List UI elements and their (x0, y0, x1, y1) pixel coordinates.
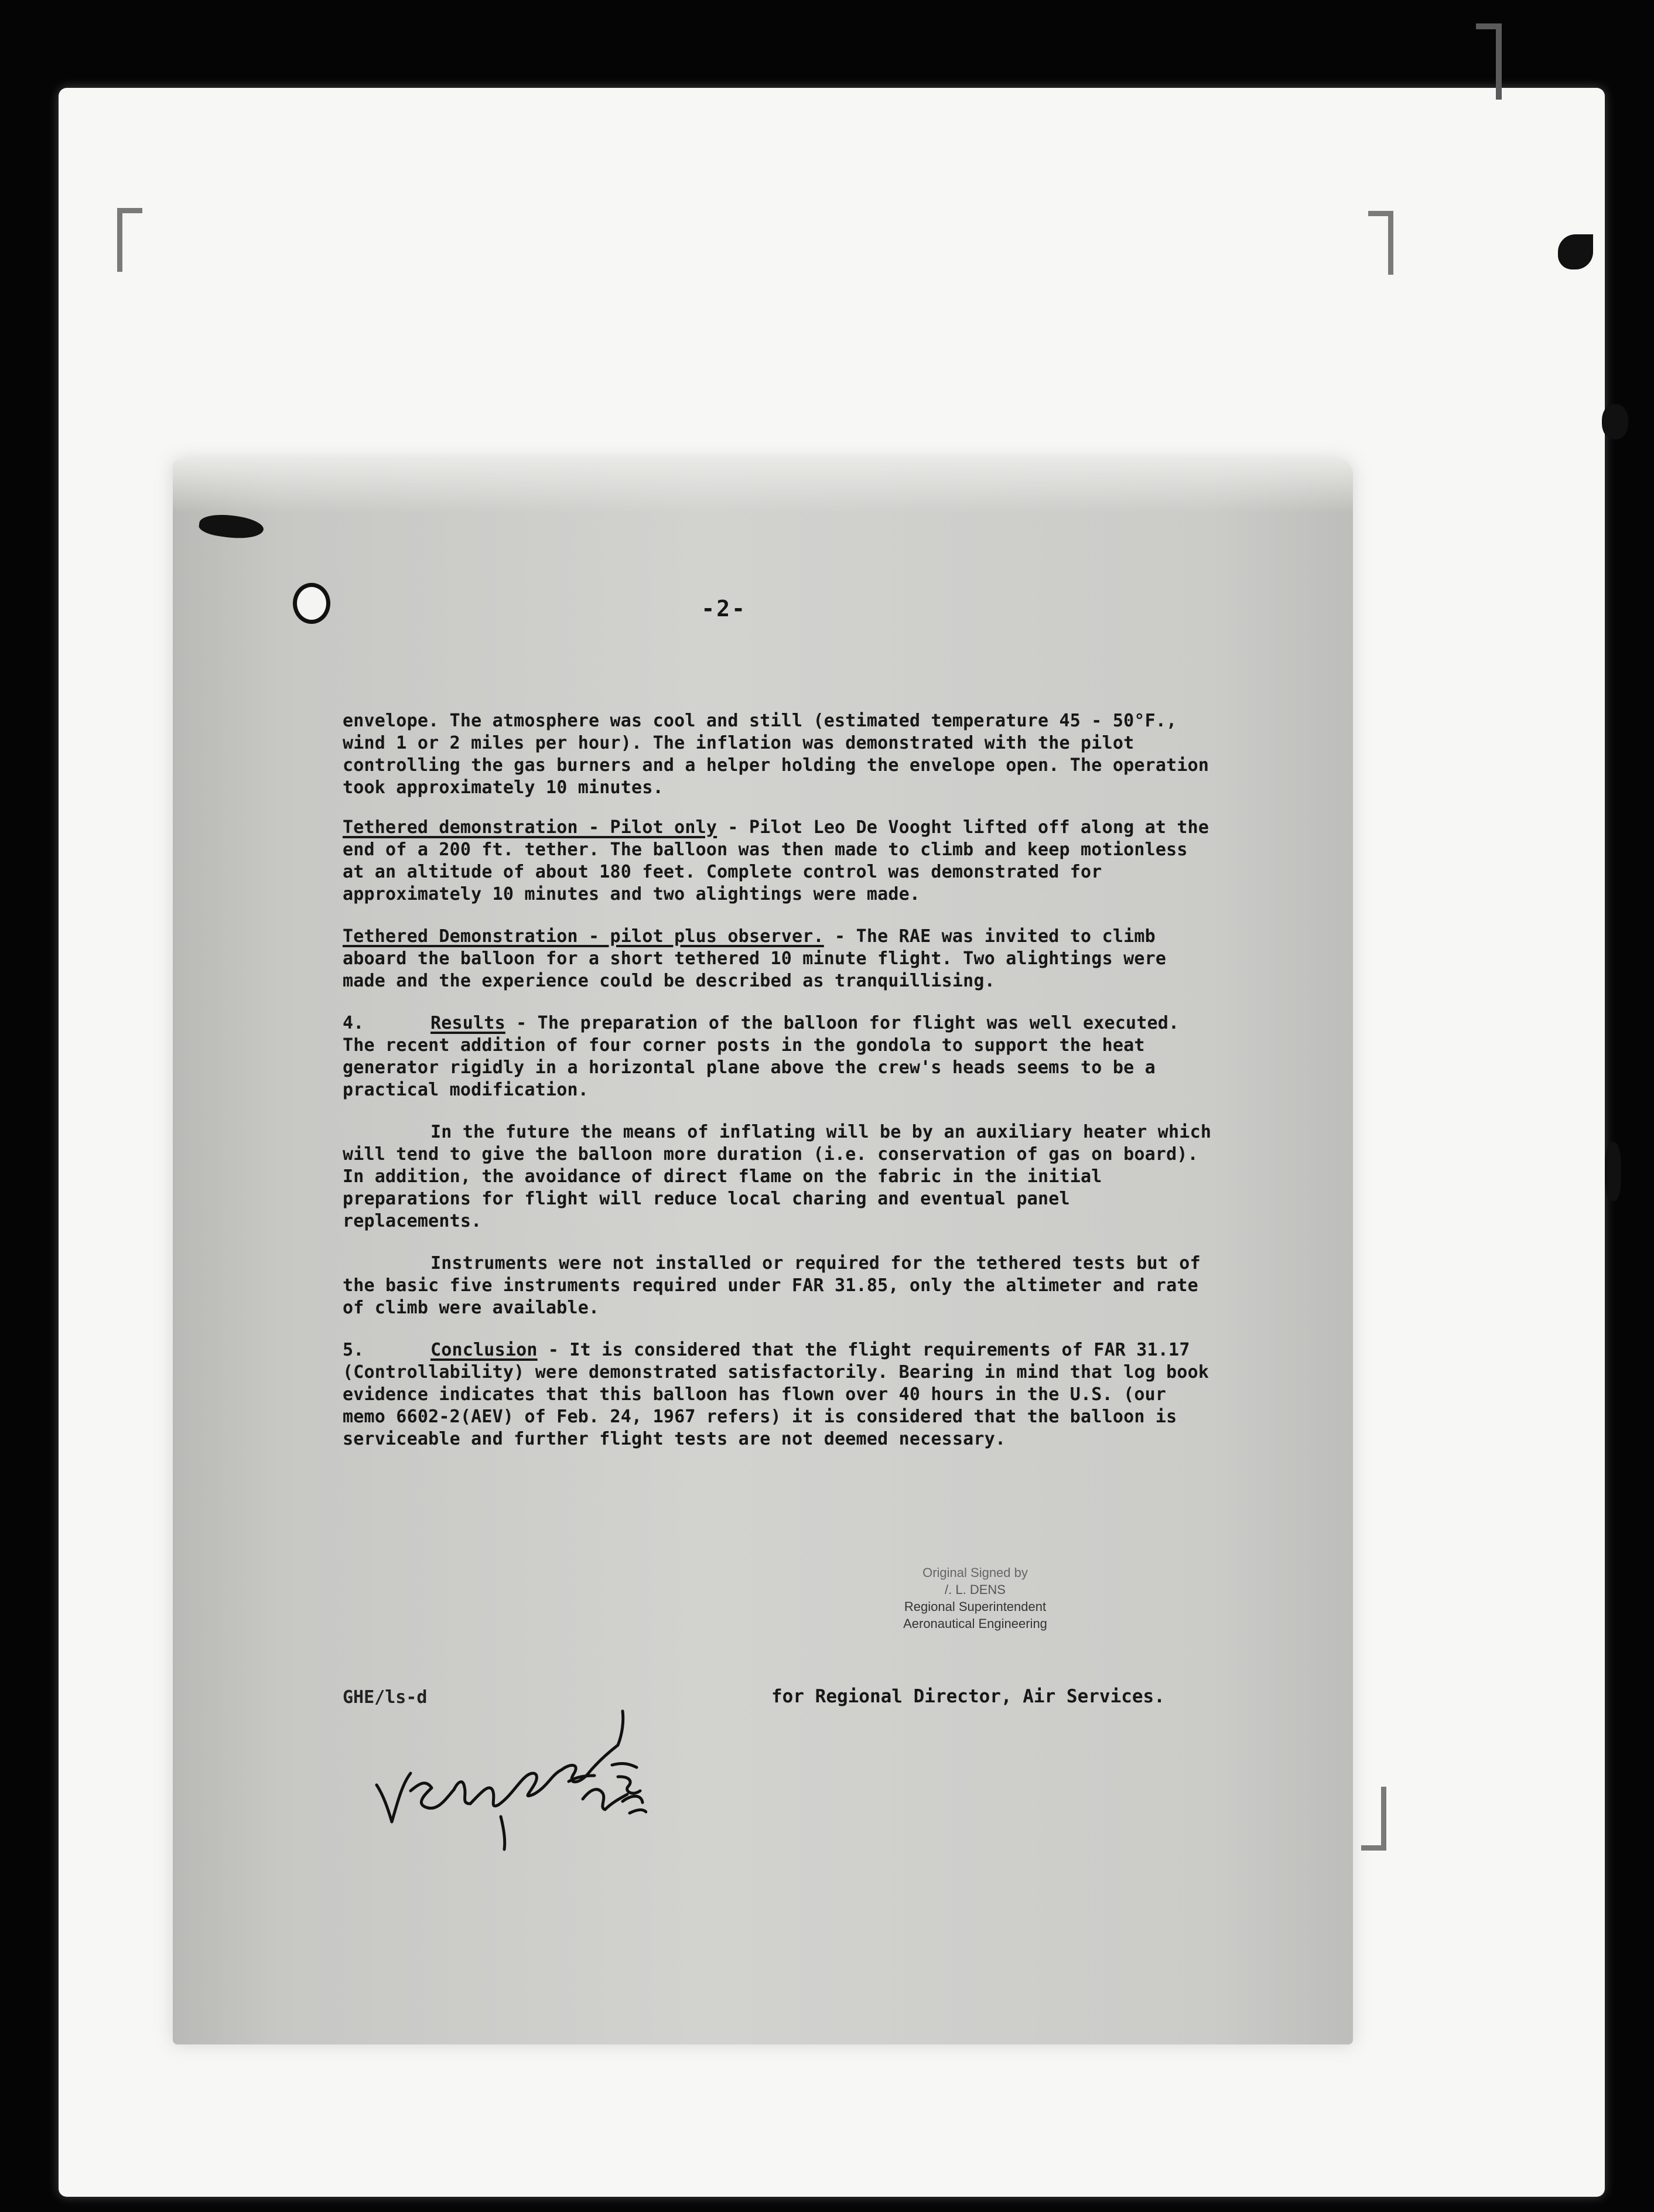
paragraph-tethered-pilot (343, 817, 1218, 906)
print-edge-damage (1605, 1142, 1621, 1201)
handwriting-stroke (583, 1790, 605, 1810)
handwriting-stroke (454, 1782, 470, 1804)
handwriting-stroke (377, 1773, 411, 1822)
stamp-line: /. L. DENS (945, 1582, 1006, 1597)
crop-mark-top-right-outer (1476, 23, 1502, 100)
paragraph-text: - It is considered that the flight requirements of FAR 31.17 (Controllability) were demonstrated satisfactorily. Bearing in mind that log book evidence indicates that this balloon has flown over 40 hours in the U.S. (our memo 6602-2(AEV) of Feb. 24, 1967 refers) it is considered that the balloon is serviceable and further flight tests are not deemed necessary. (343, 1340, 1209, 1449)
signature-stamp (864, 1564, 1086, 1632)
section-number: 4. (343, 1013, 364, 1033)
print-edge-damage (1602, 404, 1628, 439)
handwriting-stroke (612, 1763, 637, 1767)
handwriting-stroke (524, 1770, 562, 1796)
paragraph-text: - The preparation of the balloon for flight was well executed. The recent addition of four corner posts in the gondola to support the heat generator rigidly in a horizontal plane above the crew's heads seems to be a practical modification. (343, 1013, 1180, 1100)
handwriting-stroke (470, 1778, 524, 1806)
paragraph-conclusion (343, 1339, 1218, 1450)
paragraph-heading: Conclusion (430, 1340, 538, 1360)
handwriting-stroke (623, 1796, 643, 1803)
print-edge-damage (1558, 234, 1593, 269)
section-number: 5. (343, 1340, 364, 1360)
handwriting-stroke (618, 1777, 640, 1793)
paragraph-text: - The RAE was invited to climb aboard the balloon for a short tethered 10 minute flight. Two alightings were made and the experience could be described as tranquillising. (343, 926, 1167, 991)
paragraph-future-inflation: In the future the means of inflating will be by an auxiliary heater which will tend to give the balloon more duration (i.e. conservation of gas on board). In addition, the avoidance of direct flame on the fabric in the initial preparations for flight will reduce local charing and eventual panel replacements. (343, 1122, 1212, 1231)
crop-mark-bottom-right (1361, 1787, 1386, 1851)
handwriting-stroke (630, 1810, 646, 1813)
page-fold-shadow (173, 460, 1353, 513)
handwriting-stroke (411, 1783, 454, 1808)
signature-block: for Regional Director, Air Services. (771, 1686, 1165, 1707)
document-page (173, 460, 1353, 2044)
crop-mark-top-right (1368, 211, 1393, 275)
paragraph-instruments: Instruments were not installed or required for the tethered tests but of the basic five instruments required under FAR 31.85, only the altimeter and rate of climb were available. (343, 1253, 1201, 1318)
paragraph-heading: Results (430, 1013, 505, 1033)
crop-mark-top-left (117, 208, 142, 272)
handwritten-note (366, 1702, 647, 1854)
paragraph-inflation: envelope. The atmosphere was cool and still (estimated temperature 45 - 50°F., wind 1 or 2 miles per hour). The inflation was demonstrated with the pilot controlling the gas burners and a helper holding the envelope open. The operation took approximately 10 minutes. (343, 711, 1209, 798)
page-number: -2- (701, 596, 747, 622)
document-body (343, 710, 1218, 1470)
paragraph-heading: Tethered Demonstration - pilot plus observer. (343, 926, 824, 947)
paragraph-tethered-observer (343, 926, 1218, 992)
file-reference: GHE/ls-d (343, 1687, 428, 1708)
paragraph-results (343, 1012, 1218, 1101)
stamp-line: Original Signed by (922, 1565, 1028, 1580)
handwriting-stroke (501, 1817, 505, 1849)
paragraph-text: - Pilot Leo De Vooght lifted off along at the end of a 200 ft. tether. The balloon was then made to climb and keep motionless at an altitude of about 180 feet. Complete control was demonstrated for approximately 10 minutes and two alightings were made. (343, 817, 1209, 904)
staple-mark (198, 511, 265, 542)
stamp-line: Aeronautical Engineering (903, 1616, 1047, 1631)
handwriting-stroke (618, 1711, 623, 1745)
paragraph-heading: Tethered demonstration - Pilot only (343, 817, 717, 838)
stamp-line: Regional Superintendent (904, 1599, 1047, 1614)
